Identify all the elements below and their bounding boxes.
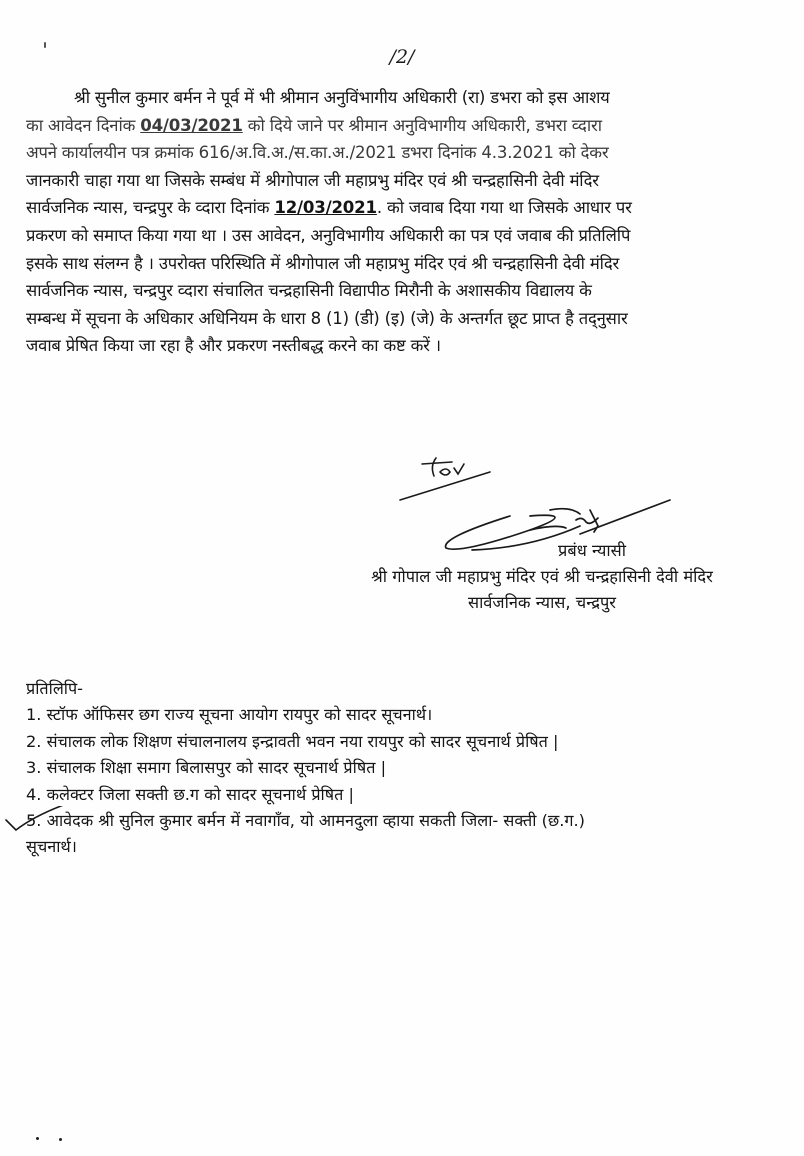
copy-to-item: 4. कलेक्टर जिला सक्ती छ.ग को सादर सूचनार्थ प्रेषित |	[26, 784, 354, 804]
application-date: 04/03/2021	[140, 115, 243, 135]
organization-name: श्री गोपाल जी महाप्रभु मंदिर एवं श्री चन्द्रहासिनी देवी मंदिर	[371, 567, 713, 586]
body-line: सम्बन्ध में सूचना के अधिकार अधिनियम के धारा 8 (1) (डी) (इ) (जे) के अन्तर्गत छूट प्राप्त है तद्नुसार	[26, 308, 628, 328]
handwritten-tick-icon	[4, 806, 74, 836]
copy-to-item: सूचनार्थ।	[26, 837, 77, 857]
body-line: सार्वजनिक न्यास, चन्द्रपुर व्दारा संचालित चन्द्रहासिनी विद्यापीठ मिरौनी के अशासकीय विद्यालय के	[26, 281, 592, 301]
copy-to-list	[26, 676, 786, 861]
organization-location: सार्वजनिक न्यास, चन्द्रपुर	[467, 593, 617, 612]
scan-speck	[59, 1138, 62, 1141]
page-number: /2/	[389, 46, 415, 68]
copy-to-item: 2. संचालक लोक शिक्षण संचालनालय इन्द्रावती भवन नया रायपुर को सादर सूचनार्थ प्रेषित |	[26, 731, 559, 751]
body-line: का आवेदन दिनांक 04/03/2021 को दिये जाने पर श्रीमान अनुविभागीय अधिकारी, डभरा व्दारा	[26, 115, 602, 135]
body-paragraph	[26, 84, 778, 360]
body-line: अपने कार्यालयीन पत्र क्रमांक 616/अ.वि.अ./स.का.अ./2021 डभरा दिनांक 4.3.2021 को देकर	[26, 143, 609, 163]
signature-block	[280, 538, 804, 616]
body-line: जानकारी चाहा गया था जिसके सम्बंध में श्रीगोपाल जी महाप्रभु मंदिर एवं श्री चन्द्रहासिनी देवी मंदिर	[26, 170, 599, 190]
signatory-role: प्रबंध न्यासी	[558, 541, 626, 560]
copy-to-item: 1. स्टॉफ ऑफिसर छग राज्य सूचना आयोग रायपुर को सादर सूचनार्थ।	[26, 705, 433, 725]
copy-to-heading: प्रतिलिपि-	[26, 679, 84, 698]
body-line: प्रकरण को समाप्त किया गया था । उस आवेदन, अनुविभागीय अधिकारी का पत्र एवं जवाब की प्रतिलिपि	[26, 225, 631, 245]
scan-speck	[36, 1137, 39, 1140]
copy-to-item: 5. आवेदक श्री सुनिल कुमार बर्मन में नवागाँव, यो आमनदुला व्हाया सकती जिला- सक्ती (छ.ग.)	[26, 811, 585, 831]
body-line: श्री सुनील कुमार बर्मन ने पूर्व में भी श्रीमान अनुविंभागीय अधिकारी (रा) डभरा को इस आशय	[74, 88, 610, 107]
scan-speck	[44, 42, 46, 48]
body-line: इसके साथ संलग्न है । उपरोक्त परिस्थिति में श्रीगोपाल जी महाप्रभु मंदिर एवं श्री चन्द्रहासिनी देवी मंदिर	[26, 253, 620, 273]
body-line: सार्वजनिक न्यास, चन्द्रपुर के व्दारा दिनांक 12/03/2021. को जवाब दिया गया था जिसके आधार पर	[26, 198, 632, 218]
body-line: जवाब प्रेषित किया जा रहा है और प्रकरण नस्तीबद्ध करने का कष्ट करें ।	[26, 336, 441, 356]
copy-to-item: 3. संचालक शिक्षा समाग बिलासपुर को सादर सूचनार्थ प्रेषित |	[26, 758, 387, 778]
reply-date: 12/03/2021	[274, 198, 377, 218]
for-annotation-icon	[400, 458, 490, 500]
